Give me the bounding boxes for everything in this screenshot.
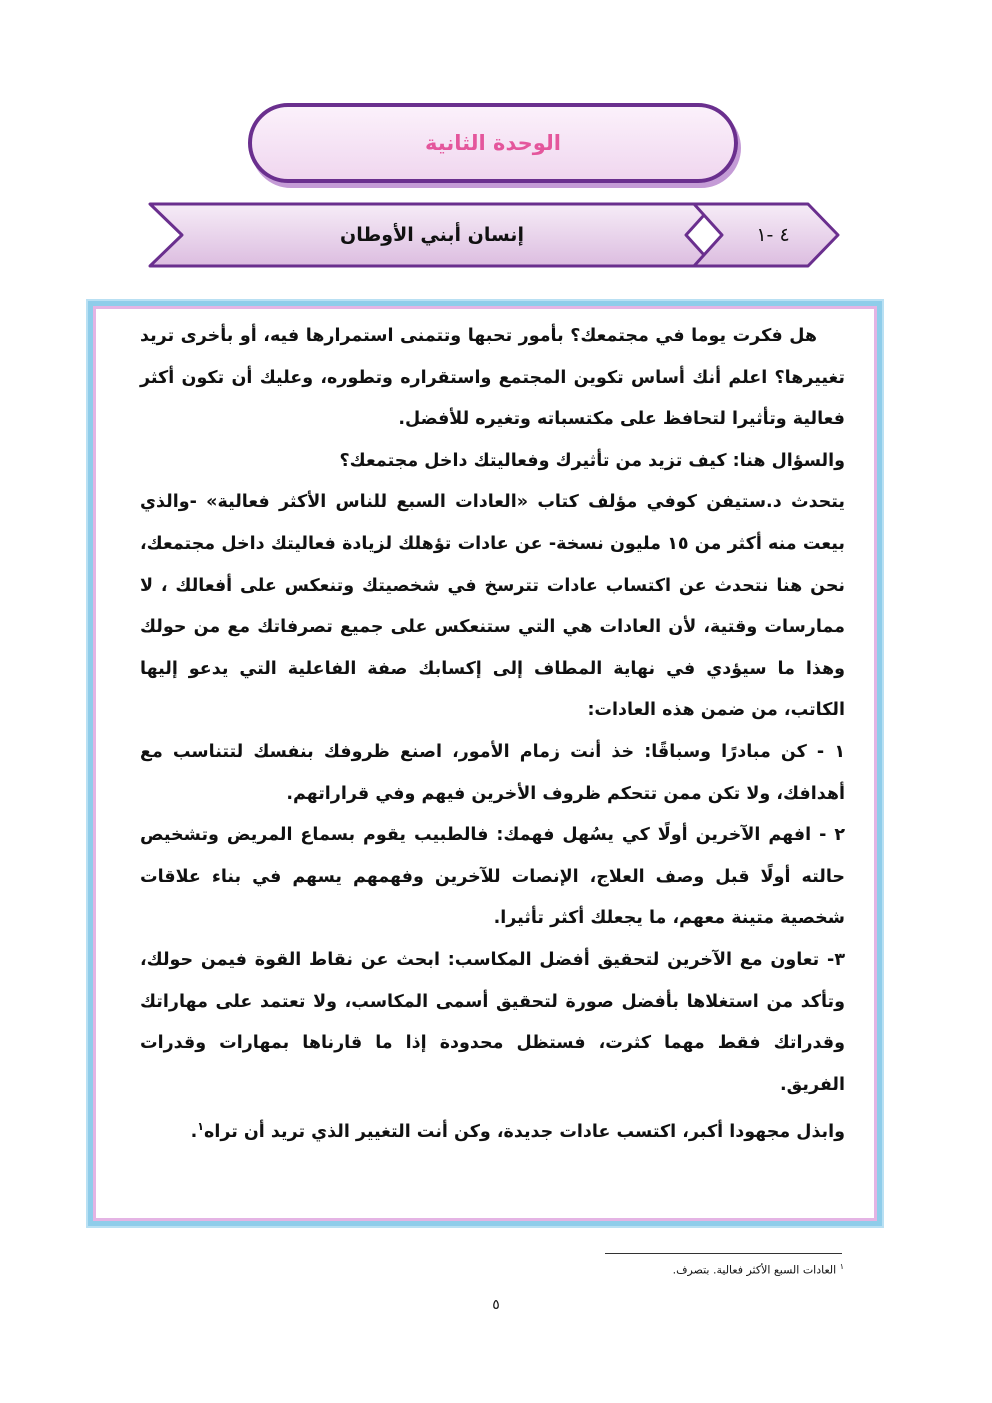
- closing-period: .: [190, 1122, 198, 1143]
- lesson-title-ribbon: [146, 200, 718, 270]
- paragraph-habit-1: ١ - كن مبادرًا وسباقًا: خذ أنت زمام الأمور، اصنع ظروفك بنفسك لتتناسب مع أهدافك، ولا تكن ممن تتحكم ظروف الأخرين فيهم وفي قراراتهم.: [140, 741, 845, 804]
- closing-text: وابذل مجهودا أكبر، اكتسب عادات جديدة، وكن أنت التغيير الذي تريد أن تراه: [203, 1122, 845, 1143]
- lesson-title: إنسان أبني الأوطان: [340, 224, 524, 246]
- paragraph-closing: [140, 1106, 845, 1153]
- page-number: ٥: [492, 1297, 500, 1313]
- lesson-text: [140, 316, 845, 1154]
- paragraph-habit-2: ٢ - افهم الآخرين أولًا كي يسُهل فهمك: فالطبيب يقوم بسماع المريض وتشخيص حالته أولًا قبل وصف العلاج، الإنصات للآخرين وفهمهم يسهم في بناء علاقات شخصية متينة معهم، ما يجعلك أكثر تأثيرا.: [140, 825, 845, 929]
- lesson-number-ribbon: [690, 200, 842, 270]
- paragraph-covey: يتحدث د.ستيفن كوفي مؤلف كتاب «العادات السبع للناس الأكثر فعالية» -والذي بيعت منه أكثر من ١٥ مليون نسخة- عن عادات تؤهلك لزيادة فعاليتك داخل مجتمعك، نحن هنا نتحدث عن اكتساب عادات تترسخ في شخصيتك وتنعكس على أفعالك ، لا ممارسات وقتية، لأن العادات هي التي ستنعكس على جميع تصرفاتك مع من حولك وهذا ما سيؤدي في نهاية المطاف إلى إكسابك صفة الفاعلية التي يدعو إليها الكاتب، من ضمن هذه العادات:: [140, 492, 845, 721]
- unit-title-banner: [248, 103, 738, 183]
- paragraph-intro: هل فكرت يوما في مجتمعك؟ بأمور تحبها وتتمنى استمرارها فيه، أو بأخرى تريد تغييرها؟ اعلم أنك أساس تكوين المجتمع واستقراره وتطوره، وعليك أن تكون أكثر فعالية وتأثيرا لتحافظ على مكتسباته وتغيره للأفضل.: [140, 326, 845, 430]
- lesson-number: ٤ -١: [756, 224, 790, 246]
- paragraph-question: والسؤال هنا: كيف تزيد من تأثيرك وفعاليتك داخل مجتمعك؟: [339, 450, 845, 471]
- footnote-reference[interactable]: ١: [197, 1120, 204, 1134]
- footnote-divider: [605, 1253, 842, 1254]
- paragraph-habit-3: ٣- تعاون مع الآخرين لتحقيق أفضل المكاسب: ابحث عن نقاط القوة فيمن حولك، وتأكد من استغلاها بأفضل صورة لتحقيق أسمى المكاسب، ولا تعتمد على مهاراتك وقدراتك فقط مهما كثرت، فستظل محدودة إذا ما قارناها بمهارات وقدرات الفريق.: [140, 949, 845, 1095]
- footnote-marker: ١: [839, 1262, 844, 1271]
- footnote: [673, 1262, 844, 1277]
- footnote-text: العادات السبع الأكثر فعالية. بتصرف.: [672, 1263, 837, 1277]
- unit-title: الوحدة الثانية: [425, 131, 561, 155]
